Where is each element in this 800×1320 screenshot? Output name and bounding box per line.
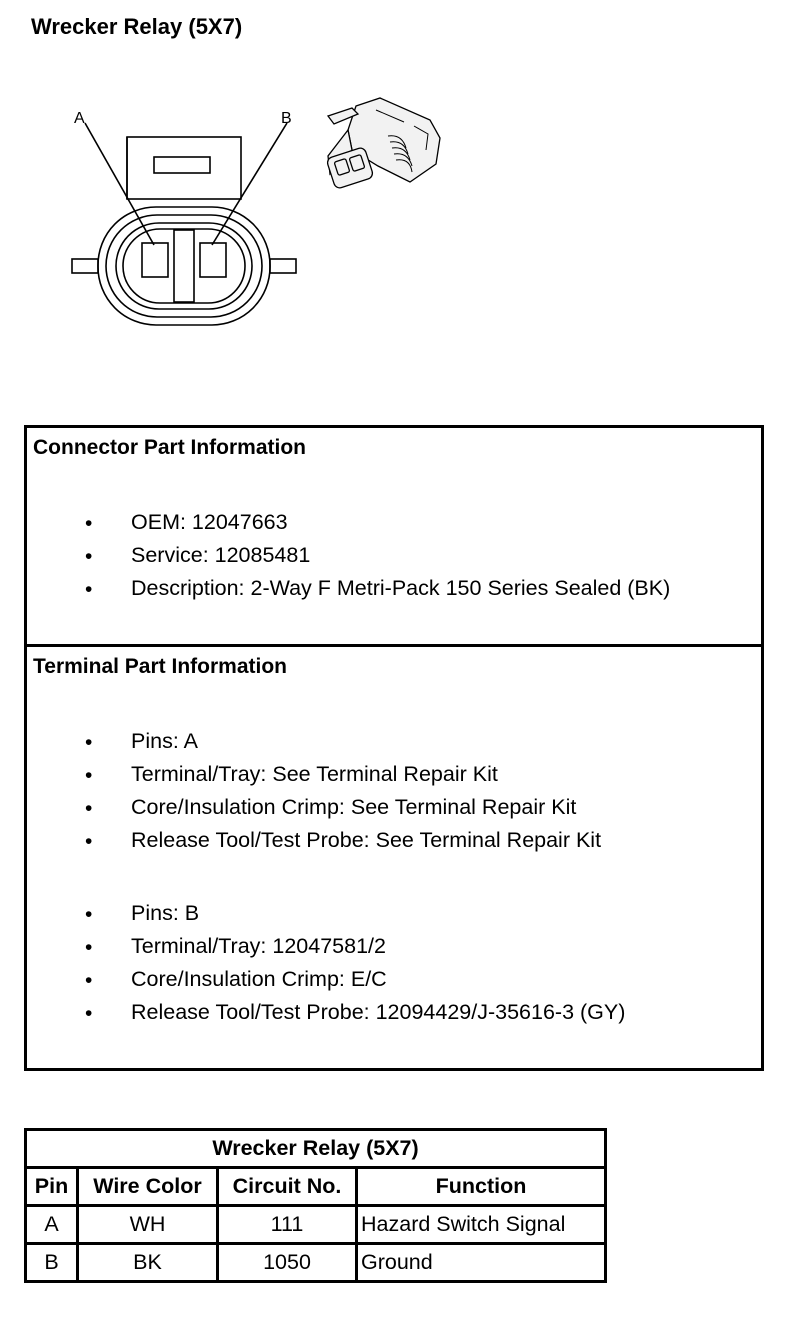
column-header-circuit-no: Circuit No.	[218, 1168, 357, 1206]
bullet-icon: •	[85, 764, 93, 787]
connector-illustration	[318, 90, 458, 200]
table-cell: BK	[78, 1244, 218, 1282]
table-cell: A	[26, 1206, 78, 1244]
terminal-part-info-box	[24, 644, 764, 1071]
pin-table-title: Wrecker Relay (5X7)	[26, 1130, 606, 1168]
column-header-pin: Pin	[26, 1168, 78, 1206]
connector-part-info-box	[24, 425, 764, 647]
terminal-b-tray: Terminal/Tray: 12047581/2	[131, 934, 386, 958]
connector-face-diagram	[60, 95, 310, 335]
terminal-b-pins: Pins: B	[131, 901, 200, 925]
pin-b-label: B	[281, 110, 292, 127]
table-cell: WH	[78, 1206, 218, 1244]
table-cell: Hazard Switch Signal	[357, 1206, 606, 1244]
table-cell: 1050	[218, 1244, 357, 1282]
bullet-icon: •	[85, 797, 93, 820]
terminal-b-release-tool: Release Tool/Test Probe: 12094429/J-35616-3 (GY)	[131, 1000, 626, 1024]
bullet-icon: •	[85, 903, 93, 926]
table-cell: 111	[218, 1206, 357, 1244]
table-row	[26, 1206, 606, 1244]
connector-info-heading: Connector Part Information	[33, 436, 307, 459]
terminal-a-tray: Terminal/Tray: See Terminal Repair Kit	[131, 762, 498, 786]
terminal-a-pins: Pins: A	[131, 729, 198, 753]
table-cell: B	[26, 1244, 78, 1282]
terminal-info-heading: Terminal Part Information	[33, 655, 287, 678]
connector-oem: OEM: 12047663	[131, 510, 288, 534]
pin-table	[24, 1128, 607, 1283]
table-row	[26, 1244, 606, 1282]
table-cell: Ground	[357, 1244, 606, 1282]
bullet-icon: •	[85, 512, 93, 535]
bullet-icon: •	[85, 731, 93, 754]
pin-a-label: A	[74, 110, 85, 127]
connector-description: Description: 2-Way F Metri-Pack 150 Series Sealed (BK)	[131, 576, 671, 600]
terminal-a-crimp: Core/Insulation Crimp: See Terminal Repair Kit	[131, 795, 577, 819]
bullet-icon: •	[85, 936, 93, 959]
column-header-wire-color: Wire Color	[78, 1168, 218, 1206]
bullet-icon: •	[85, 1002, 93, 1025]
bullet-icon: •	[85, 969, 93, 992]
terminal-a-release-tool: Release Tool/Test Probe: See Terminal Repair Kit	[131, 828, 602, 852]
bullet-icon: •	[85, 545, 93, 568]
page-title: Wrecker Relay (5X7)	[31, 14, 243, 39]
bullet-icon: •	[85, 578, 93, 601]
connector-service: Service: 12085481	[131, 543, 311, 567]
column-header-function: Function	[357, 1168, 606, 1206]
bullet-icon: •	[85, 830, 93, 853]
terminal-b-crimp: Core/Insulation Crimp: E/C	[131, 967, 387, 991]
